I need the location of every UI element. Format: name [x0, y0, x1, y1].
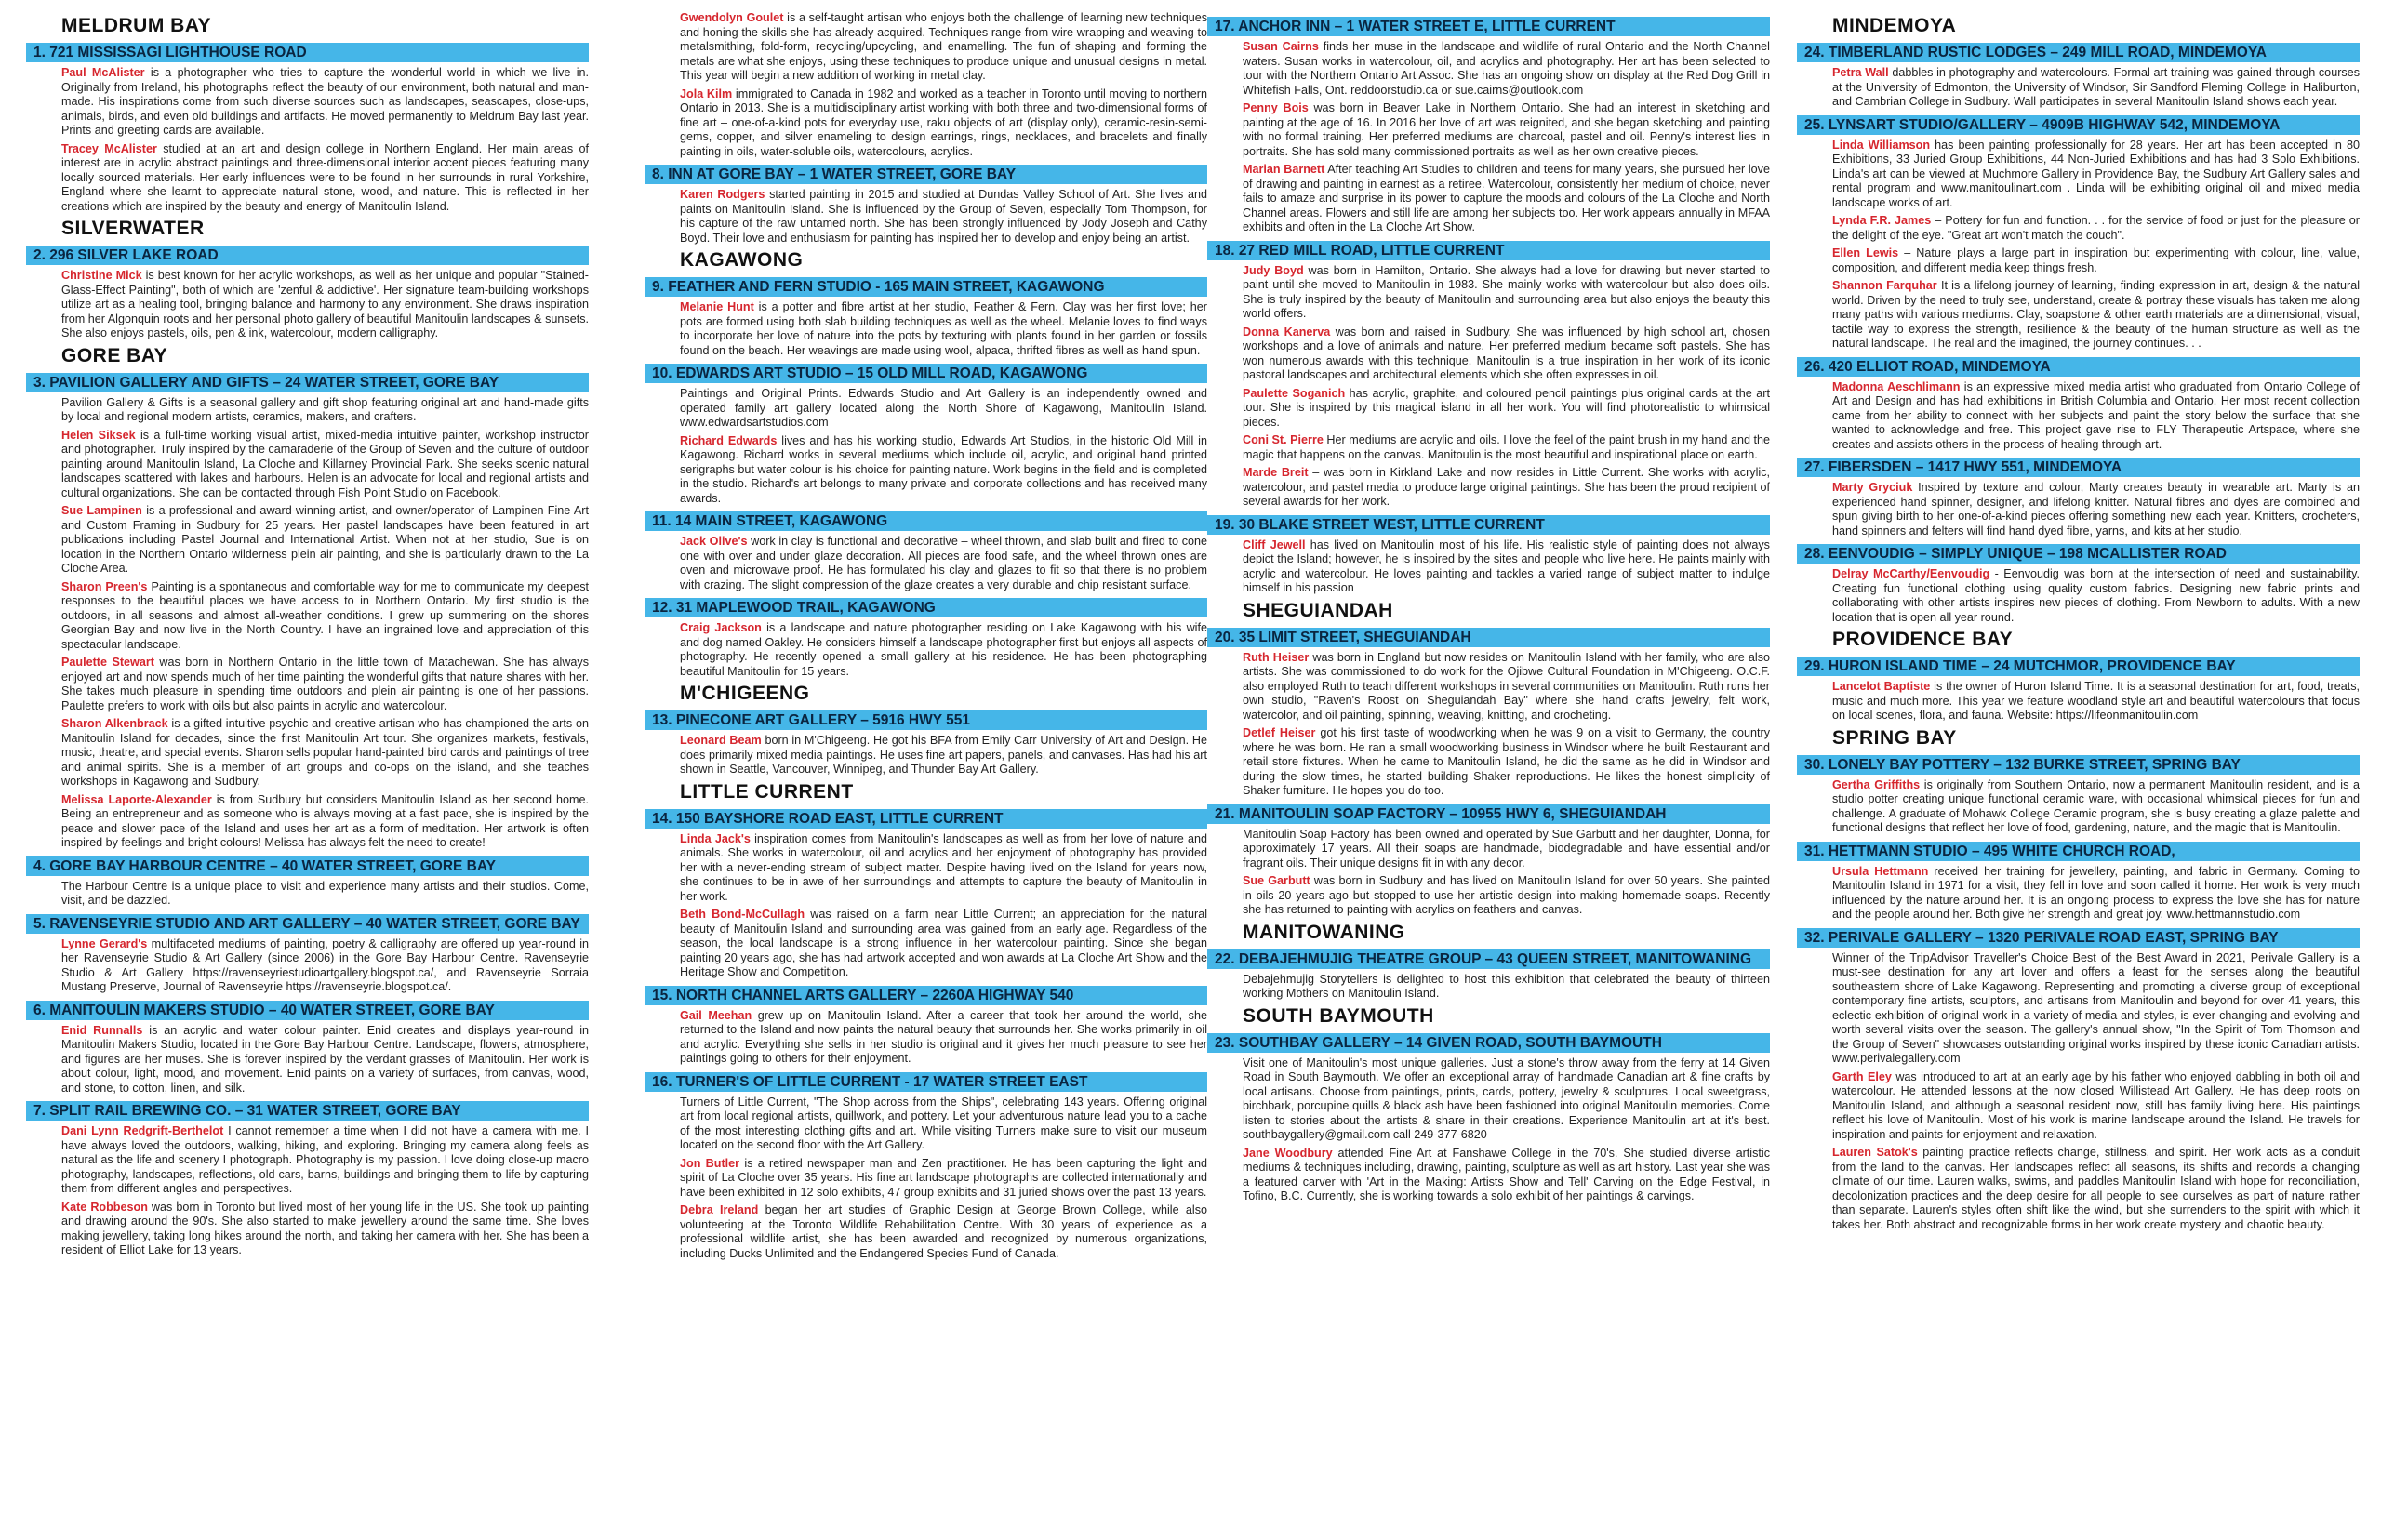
artist-bio: finds her muse in the landscape and wildlife of rural Ontario and the North Channel waters. Susan works in watercolour, oil, and acrylics and photography. Her art has been selected to tour with the Northern Ontario Art Assoc. She has an ongoing show on display at the Red Dog Grill in Whitefish Falls, Ont. reddoorstudio.ca or sue.cairns@outlook.com — [1243, 40, 1770, 97]
region-heading: PROVIDENCE BAY — [1832, 629, 2014, 650]
artist-bio: is a landscape and nature photographer residing on Lake Kagawong with his wife and dog named Oakley. He considers himself a landscape photographer first but enjoys all aspects of photography. He recently opened a small gallery at his residence. He has been photographing beautiful Manitoulin for 15 years. — [680, 621, 1207, 678]
artist-entry — [1243, 874, 1770, 918]
artist-entry — [680, 621, 1207, 679]
artist-name: Paulette Soganich — [1243, 386, 1346, 400]
artist-entry — [680, 1009, 1207, 1067]
artist-bio: began her art studies of Graphic Design at George Brown College, while also volunteering at the Toronto Wildlife Rehabilitation Centre. With 30 years of experience as a professional wildlife artist, she has been awarded and recognized by numerous organizations, including Ducks Unlimited and the Endangered Species Fund of Canada. — [680, 1203, 1207, 1260]
artist-name: Sharon Preen's — [61, 579, 148, 593]
location-header: 9. FEATHER AND FERN STUDIO - 165 MAIN STREET, KAGAWONG — [645, 277, 1207, 297]
artist-bio: is best known for her acrylic workshops, as well as her unique and popular "Stained-Glass-Effect Painting", both of which are 'zenful & addictive'. Her signature team-building workshops utilize art as a healing tool, bringing balance and harmony to any environment. She draws inspiration from her Algonquin roots and her personal photo gallery of beautiful Manitoulin landscapes & sunsets. She also enjoys pastels, oils, pen & ink, watercolour, modern calligraphy. — [61, 269, 589, 339]
directory-column-3 — [1207, 11, 1770, 1208]
artist-name: Petra Wall — [1832, 66, 1889, 79]
artist-name: Detlef Heiser — [1243, 726, 1316, 739]
artist-entry — [1243, 466, 1770, 510]
location-header: 26. 420 ELLIOT ROAD, MINDEMOYA — [1797, 357, 2360, 377]
artist-entry — [1832, 214, 2360, 243]
artist-bio: immigrated to Canada in 1982 and worked as a teacher in Toronto until moving to northern Ontario in 2013. She is a multidisciplinary artist working with both three and two-dimensional forms of fine art – one-of-a-kind pots for everyday use, raku objects of art (display only), ceramic-resin-semi-gems, copper, and silver enameling to design earrings, rings, necklaces, and bracelets and finally painting in oils, water-soluble oils, watercolours, acrylics. — [680, 86, 1207, 158]
artist-entry — [61, 717, 589, 790]
location-header: 3. PAVILION GALLERY AND GIFTS – 24 WATER STREET, GORE BAY — [26, 373, 589, 392]
artist-name: Lancelot Baptiste — [1832, 680, 1931, 693]
artist-bio: was born in Sudbury and has lived on Manitoulin Island for over 50 years. She painted in oils 20 years ago but stopped to use her artistic design into making homemade soaps. Recently she has returned to painting with acrylics on feathers and canvas. — [1243, 874, 1770, 916]
artist-name: Ellen Lewis — [1832, 246, 1899, 259]
artist-name: Sharon Alkenbrack — [61, 717, 168, 730]
artist-name: Susan Cairns — [1243, 40, 1319, 53]
artist-entry — [61, 1024, 589, 1096]
directory-column-4 — [1797, 11, 2360, 1236]
location-header: 21. MANITOULIN SOAP FACTORY – 10955 HWY 6, SHEGUIANDAH — [1207, 804, 1770, 824]
artist-name: Sue Garbutt — [1243, 874, 1310, 887]
artist-name: Gertha Griffiths — [1832, 777, 1921, 791]
artist-name: Gail Meehan — [680, 1008, 752, 1022]
artist-bio: – Pottery for fun and function. . . for the service of food or just for the pleasure or the delight of the eye. "Great art won't match the couch". — [1832, 214, 2360, 242]
artist-entry — [1832, 380, 2360, 453]
artist-bio: Winner of the TripAdvisor Traveller's Choice Best of the Best Award in 2021, Perivale Gallery is a must-see destination for any art lover and offers a feast for the senses along the beautiful southeastern shore of Lake Kagawong. Representing and promoting a diverse group of exceptional contemporary fine artists, sculptors, and artisans from Manitoulin and beyond for over 41 years, this eclectic exhibition of original work in a variety of media and styles, is ever-changing and evolving and worth several visits over the season. The gallery's annual show, "In the Spirit of Tom Thomson and the Group of Seven" showcases outstanding original works inspired by these iconic Canadian artists. www.perivalegallery.com — [1832, 950, 2360, 1065]
artist-bio: is a potter and fibre artist at her studio, Feather & Fern. Clay was her first love; her pots are formed using both slab building techniques as well as the wheel. Melanie loves to find ways to incorporate her love of nature into the pots by texturing with plants found in her garden or fossils found on the beach. Her weavings are made using wool, alpaca, thrifted fibres as well as hand spun. — [680, 300, 1207, 357]
artist-bio: Inspired by texture and colour, Marty creates beauty in wearable art. Marty is an experienced hand spinner, designer, and lifelong knitter. Natural fibres and dyes are combined and spun giving birth to her one-of-a-kind pieces offering something new each year. Knitters, crocheters, hand spinners and felters will find hand dyed fibre, yarns, and kits at her studio. — [1832, 481, 2360, 538]
artist-name: Jane Woodbury — [1243, 1146, 1333, 1160]
artist-bio: was born in Toronto but lived most of her young life in the US. She took up painting and drawing around the 90's. She also started to make jewellery around the same time. She loves making jewellery, taking long hikes around the north, and taking her camera with her. She has been a resident of Elliot Lake for 13 years. — [61, 1200, 589, 1256]
artist-entry — [1832, 246, 2360, 275]
artist-bio: grew up on Manitoulin Island. After a career that took her around the world, she returned to the Island and now paints the natural beauty that surrounds her. She works primarily in oil and acrylic. Everything she sells in her studio is original and it gives her much pleasure to see her paintings going to others for their enjoyment. — [680, 1008, 1207, 1065]
region-heading: KAGAWONG — [680, 249, 804, 271]
artist-entry — [680, 535, 1207, 592]
artist-entry — [1832, 66, 2360, 110]
artist-bio: multifaceted mediums of painting, poetry & calligraphy are offered up year-round in her Ravenseyrie Studio & Art Gallery (since 2006) in the Gore Bay Harbour Centre. Ravenseyrie Studio & Art Gallery https://ravenseyriestudioartgallery.blogspot.ca/, and Ravenseyrie Sorraia Mustang Preserve, Journal of Ravenseyrie https://ravenseyrie.blogspot.ca/. — [61, 936, 589, 993]
artist-bio: The Harbour Centre is a unique place to visit and experience many artists and their studios. Come, visit, and be dazzled. — [61, 879, 589, 907]
artist-bio: was introduced to art at an early age by his father who enjoyed dabbling in both oil and watercolour. He attended lessons at the now closed Willistead Art Gallery. He has deep roots on Manitoulin Island, and although a seasonal resident now, still has family living here. His paintings reflect his love of Manitoulin. Most of his work is marine landscape around the Island. He travels for inspiration and paints for enjoyment and relaxation. — [1832, 1069, 2361, 1141]
artist-name: Ursula Hettmann — [1832, 864, 1929, 878]
artist-entry — [1243, 163, 1770, 235]
artist-entry — [61, 504, 589, 577]
artist-entry — [61, 1124, 589, 1197]
artist-bio: Painting is a spontaneous and comfortable way for me to communicate my deepest responses to the beautiful places we have access to in Northern Ontario. My first studio is the outdoors, in all seasons and almost all-weather conditions. I grew up summering on the shores Georgian Bay and now live in the North Country. I have an ingrained love and appreciation of this spectacular landscape. — [61, 579, 589, 651]
artist-bio: is a full-time working visual artist, mixed-media intuitive painter, workshop instructor and photographer. Truly inspired by the camaraderie of the Group of Seven and the culture of outdoor painting around Manitoulin Island, La Cloche and Killarney Provincial Park. She seeks scenic natural landscapes scattered with lakes and harbours. Helen is an advocate for local and regional artists and cultural organizations. She can be contacted through Fish Point Studio on Facebook. — [61, 428, 590, 499]
artist-bio: is a gifted intuitive psychic and creative artisan who has championed the arts on Manitoulin Island for decades, since the first Manitoulin Art tour. She organizes markets, festivals, music, theatre, and special events. Sharon sells popular hand-painted bird cards and paintings of tree and animal spirits. She is a member of art groups and co-ops on the island, and she teaches workshops in Kagawong and Sudbury. — [61, 717, 589, 788]
artist-bio: received her training for jewellery, painting, and fabric in Germany. Coming to Manitoulin Island in 1971 for a visit, they fell in love and soon called it home. Her work is very much influenced by the nature around her. It is an ongoing process to express the love she has for nature and the people around her. Both give her strength and great joy. www.hettmannstudio.com — [1832, 864, 2360, 921]
location-header: 23. SOUTHBAY GALLERY – 14 GIVEN ROAD, SOUTH BAYMOUTH — [1207, 1033, 1770, 1053]
location-header: 6. MANITOULIN MAKERS STUDIO – 40 WATER STREET, GORE BAY — [26, 1001, 589, 1020]
artist-name: Karen Rodgers — [680, 188, 765, 201]
region-heading: MINDEMOYA — [1832, 15, 1957, 36]
artist-name: Helen Siksek — [61, 428, 136, 442]
artist-entry — [680, 1157, 1207, 1201]
artist-name: Linda Jack's — [680, 831, 751, 845]
artist-bio: I cannot remember a time when I did not have a camera with me. I have always loved the outdoors, walking, hiking, and exploring. Bringing my camera along feels as natural as the life and scenery I photograph. Photography is my passion. I love doing close-up macro photography, landscapes, reflections, old cars, barns, buildings and bringing them to life by capturing them from different angles and perspectives. — [61, 1124, 589, 1195]
artist-bio: dabbles in photography and watercolours. Formal art training was gained through courses at the University of Edmonton, the University of Windsor, Sir Sandford Fleming College in Haliburton, and Cambrian College in Sudbury. Wall participates in several Manitoulin Island shows each year. — [1832, 66, 2360, 108]
artist-name: Marian Barnett — [1243, 163, 1325, 176]
artist-entry — [1243, 726, 1770, 799]
location-header: 30. LONELY BAY POTTERY – 132 BURKE STREET, SPRING BAY — [1797, 755, 2360, 775]
location-header: 8. INN AT GORE BAY – 1 WATER STREET, GORE BAY — [645, 165, 1207, 184]
location-header: 18. 27 RED MILL ROAD, LITTLE CURRENT — [1207, 241, 1770, 260]
artist-entry — [1243, 433, 1770, 462]
artist-name: Shannon Farquhar — [1832, 279, 1937, 292]
location-header: 25. LYNSART STUDIO/GALLERY – 4909B HIGHWAY 542, MINDEMOYA — [1797, 115, 2360, 135]
artist-entry — [61, 1201, 589, 1258]
artist-entry — [1832, 778, 2360, 836]
location-header: 16. TURNER'S OF LITTLE CURRENT - 17 WATER STREET EAST — [645, 1072, 1207, 1092]
artist-bio: is a professional and award-winning artist, and owner/operator of Lampinen Fine Art and Custom Framing in Sudbury for 25 years. Her pastel landscapes have been featured in art publications including Pastel Journal and International Artist. When not at her studio, Sue is on location in the Northern Ontario wilderness plein air painting, and she is particularly drawn to the La Cloche Area. — [61, 504, 589, 575]
artist-entry — [61, 66, 589, 139]
artist-entry — [1243, 651, 1770, 724]
location-header: 29. HURON ISLAND TIME – 24 MUTCHMOR, PROVIDENCE BAY — [1797, 657, 2360, 676]
artist-bio: was born in Northern Ontario in the little town of Matachewan. She has always enjoyed art and now spends much of her time painting the wonderful gifts that nature shares with her. She takes much pleasure in spending time outdoors and plein air painting is one of her passions. Paulette prefers to work with oils but also paints in acrylic and watercolour. — [61, 656, 590, 712]
artist-bio: After teaching Art Studies to children and teens for many years, she pursued her love of drawing and painting in earnest as a retiree. Watercolour, consistently her medium of choice, never fails to amaze and surprise in its power to capture the moods and colours of the La Cloche and North Channel areas. Flowers and still life are among her subjects too. Her work appears annually in MFAA exhibits and often in the La Cloche Art Show. — [1243, 163, 1770, 233]
artist-entry — [61, 793, 589, 851]
artist-name: Donna Kanerva — [1243, 325, 1331, 339]
location-header: 11. 14 MAIN STREET, KAGAWONG — [645, 511, 1207, 531]
artist-entry — [1243, 828, 1770, 871]
artist-entry — [680, 300, 1207, 358]
artist-entry — [1243, 387, 1770, 431]
region-heading: MELDRUM BAY — [61, 15, 212, 36]
artist-name: Delray McCarthy/Eenvoudig — [1832, 567, 1990, 580]
location-header: 13. PINECONE ART GALLERY – 5916 HWY 551 — [645, 710, 1207, 730]
artist-entry — [1243, 264, 1770, 322]
artist-name: Sue Lampinen — [61, 504, 142, 517]
location-header: 2. 296 SILVER LAKE ROAD — [26, 246, 589, 265]
location-header: 22. DEBAJEHMUJIG THEATRE GROUP – 43 QUEEN STREET, MANITOWANING — [1207, 949, 1770, 969]
artist-entry — [1243, 1147, 1770, 1204]
location-header: 15. NORTH CHANNEL ARTS GALLERY – 2260A HIGHWAY 540 — [645, 986, 1207, 1005]
artist-bio: got his first taste of woodworking when he was 9 on a visit to Germany, the country where he was born. He ran a small woodworking business in Windsor where he built Restaurant and retail store fixtures. When he came to Manitoulin Island, he did the same as he did in Windsor and during the slow times, he started building Shaker reproductions. He likes the honest simplicity of Shaker furniture. He hopes you do too. — [1243, 726, 1771, 797]
region-heading: LITTLE CURRENT — [680, 780, 854, 803]
artist-entry — [680, 832, 1207, 905]
artist-name: Enid Runnalls — [61, 1023, 143, 1037]
artist-name: Jack Olive's — [680, 535, 748, 548]
artist-name: Tracey McAlister — [61, 141, 157, 155]
artist-name: Gwendolyn Goulet — [680, 11, 784, 24]
location-header: 17. ANCHOR INN – 1 WATER STREET E, LITTLE CURRENT — [1207, 17, 1770, 36]
artist-entry — [1832, 139, 2360, 211]
artist-bio: studied at an art and design college in Northern England. Her main areas of interest are in acrylic abstract paintings and three-dimensional interior accent pieces featuring many locally sourced materials. Her early influences were to be found in her surrounds in rural Yorkshire, England where she learnt to appreciate natural stone, wood, and nature. This is reflected in her creations which are inspired by the beauty and energy of Manitoulin Island. — [61, 141, 589, 213]
artist-bio: was raised on a farm near Little Current; an appreciation for the natural beauty of Manitoulin Island and surrounding area was gained from an early age. Regardless of the season, the local landscape is a strong influence in her watercolour painting. Since she began painting 20 years ago, she has had artwork accepted and won awards at La Cloche Art Show and the Heritage Show and Competition. — [680, 908, 1207, 978]
region-heading: GORE BAY — [61, 344, 168, 366]
region-heading: SPRING BAY — [1832, 726, 1957, 749]
artist-name: Lauren Satok's — [1832, 1146, 1918, 1159]
artist-entry — [61, 142, 589, 215]
artist-bio: - Eenvoudig was born at the intersection of need and sustainability. Creating fun functional clothing using quality custom fabrics. Designing new fabric prints and collaborating with other artists inspires new pieces of clothing. From Newborn to adults. With a new location that is open all year round. — [1832, 567, 2360, 624]
artist-bio: Visit one of Manitoulin's most unique galleries. Just a stone's throw away from the ferry at 14 Given Road in South Baymouth. We offer an exceptional array of handmade Canadian art & fine crafts by local artisans. Choose from paintings, prints, cards, pottery, jewelry & sculptures. Local sweetgrass, birchbark, porcupine quills & black ash have been fashioned into original Manitoulin memories. Come listen to stories about the artists & share in their creations. Experience Manitoulin art at it's best. southbaygallery@gmail.com call 249-377-6820 — [1243, 1055, 1770, 1141]
location-header: 7. SPLIT RAIL BREWING CO. – 31 WATER STREET, GORE BAY — [26, 1101, 589, 1121]
artist-bio: Pavilion Gallery & Gifts is a seasonal gallery and gift shop featuring original art and hand-made gifts by local and regional modern artists, ceramics, makers, and crafters. — [61, 395, 589, 423]
location-header: 27. FIBERSDEN – 1417 HWY 551, MINDEMOYA — [1797, 458, 2360, 477]
location-header: 28. EENVOUDIG – SIMPLY UNIQUE – 198 MCALLISTER ROAD — [1797, 544, 2360, 564]
artist-entry — [680, 1203, 1207, 1261]
artist-bio: is from Sudbury but considers Manitoulin Island as her second home. Being an entrepreneur and as someone who is always moving at a fast pace, she is inspired by the peace and slower pace of the Island and uses her art as a form of meditation. Her artwork is often inspired by feelings and bright colours! Melissa has always felt the need to create! — [61, 792, 589, 849]
artist-bio: has been painting professionally for 28 years. Her art has been accepted in 80 Exhibitions, 33 Juried Group Exhibitions, 44 Non-Juried Exhibitions and has had 3 Solo Exhibitions. Linda's art can be viewed at Muchmore Gallery in Providence Bay, the Sudbury Art Gallery sales and rental program and www.manitoulinart.com . Linda will be exhibiting original oil and mixed media landscape works of art. — [1832, 138, 2361, 209]
artist-entry — [1243, 40, 1770, 98]
artist-bio: It is a lifelong journey of learning, finding expression in art, design & the natural world. Driven by the need to truly see, understand, create & portray these visuals has taken me along many paths with various mediums. Clay, soapstone & other earth materials are a dimensional, visual, tactile way to express the strength, resilience & the beauty of the human structure as well as the natural landscape. The real and the imagined, the journey continues. . . — [1832, 279, 2360, 350]
artist-bio: is the owner of Huron Island Time. It is a seasonal destination for art, food, treats, music and much more. This year we feature woodland style art and beautiful watercolours that focus on local scenes, flora, and fauna. Website: https://lifeonmanitoulin.com — [1832, 680, 2361, 722]
artist-entry — [680, 87, 1207, 160]
artist-bio: was born in England but now resides on Manitoulin Island with her family, who are also artists. She was commissioned to do work for the Ojibwe Cultural Foundation in M'Chigeeng. O.C.F. also employed Ruth to teach different workshops in several communities on Manitoulin. Ruth runs her own studio, "Raven's Roost on Sheguiandah Bay" where she hand crafts jewelry, felt work, watercolor, and oil painting, spinning, weaving, knitting, and crocheting. — [1243, 650, 1770, 722]
artist-entry — [1832, 481, 2360, 538]
artist-bio: attended Fine Art at Fanshawe College in the 70's. She studied diverse artistic mediums & techniques including, drawing, painting, sculpture as well as art history. Last year she was a featured carver with 'Art in the Making: Artists Show and Tell' Carving on the Edge Festival, in Tofino, B.C. Currently, she is working towards a solo exhibit of her paintings & carvings. — [1243, 1146, 1770, 1202]
artist-name: Lynda F.R. James — [1832, 214, 1932, 227]
artist-bio: painting practice reflects change, stillness, and spirit. Her work acts as a conduit from the land to the canvas. Her landscapes reflect all seasons, its shifts and records a changing climate of our time. Lauren walks, swims, and paddles Manitoulin Island with hope for reconciliation, decolonization practices and the deep desire for all people to see ourselves as part of nature rather than separate. Lauren's styles often shift like the wind, but she surrenders to the spirit with which it takes her. Both abstract and recognizable forms in her work create mystery and chaotic beauty. — [1832, 1146, 2361, 1231]
artist-name: Madonna Aeschlimann — [1832, 379, 1961, 393]
region-heading: MANITOWANING — [1243, 921, 1405, 943]
location-header: 12. 31 MAPLEWOOD TRAIL, KAGAWONG — [645, 598, 1207, 617]
artist-bio: is an expressive mixed media artist who graduated from Ontario College of Art and Design and has had exhibitions in British Columbia and Ontario. Her most recent collection came from her ability to connect with her subjects and paint the story below the surface that she wanted to acknowledge and free. This project gave rise to FLY Therapeutic Artspace, where she creates and assists others in the process of healing through art. — [1832, 379, 2360, 451]
artist-name: Paul McAlister — [61, 66, 145, 79]
artist-name: Ruth Heiser — [1243, 650, 1310, 664]
artist-entry — [680, 188, 1207, 246]
artist-bio: – Nature plays a large part in inspiration but experimenting with colour, line, value, composition, and different media keep things fresh. — [1832, 246, 2360, 274]
artist-entry — [1243, 325, 1770, 383]
artist-bio: Turners of Little Current, "The Shop across from the Ships", celebrating 143 years. Offering original art from local regional artists, quillwork, and pottery. Let your adventurous nature lead you to a cache of the most interesting clothing gifts and art. While visiting Turners make sure to visit our museum located on the second floor with the Art Gallery. — [680, 1095, 1207, 1151]
artist-bio: Debajehmujig Storytellers is delighted to host this exhibition that celebrated the beauty of thirteen working Mothers on Manitoulin Island. — [1243, 972, 1770, 1000]
artist-bio: – was born in Kirkland Lake and now resides in Little Current. She works with acrylic, watercolour, and pastel media to produce large original paintings. She has been the proud recipient of several awards for her work. — [1243, 466, 1770, 508]
location-header: 31. HETTMANN STUDIO – 495 WHITE CHURCH ROAD, — [1797, 842, 2360, 861]
artist-entry — [1243, 1056, 1770, 1143]
artist-name: Jon Butler — [680, 1156, 740, 1170]
artist-name: Marty Gryciuk — [1832, 481, 1913, 494]
artist-bio: is a retired newspaper man and Zen practitioner. He has been capturing the light and spirit of La Cloche over 35 years. His fine art landscape photographs are collected internationally and have been exhibited in 12 solo exhibits, 47 group exhibits and 31 juried shows over the past 13 years. — [680, 1156, 1207, 1199]
location-header: 5. RAVENSEYRIE STUDIO AND ART GALLERY – 40 WATER STREET, GORE BAY — [26, 914, 589, 934]
artist-name: Penny Bois — [1243, 101, 1309, 114]
artist-entry — [1832, 680, 2360, 724]
artist-bio: was born and raised in Sudbury. She was influenced by high school art, chosen workshops and a love of animals and nature. Her preferred medium became soft pastels. She has won numerous awards with this technique. Manitoulin is a true inspiration in her work of its iconic pastoral landscapes and architectural elements which she often expresses in oil. — [1243, 325, 1770, 381]
artist-bio: was born in Hamilton, Ontario. She always had a love for drawing but never started to paint until she moved to Manitoulin in 1983. She mainly works with watercolour but also does oils. She is truly inspired by the beauty of Manitoulin and surrounding area but also enjoys the beauty this world offers. — [1243, 263, 1770, 320]
artist-entry — [1243, 973, 1770, 1002]
artist-name: Richard Edwards — [680, 433, 778, 447]
location-header: 1. 721 MISSISSAGI LIGHTHOUSE ROAD — [26, 43, 589, 62]
artist-name: Leonard Beam — [680, 734, 762, 747]
artist-name: Garth Eley — [1832, 1069, 1892, 1083]
artist-entry — [61, 269, 589, 341]
artist-bio: has acrylic, graphite, and coloured pencil paintings plus original cards at the art tour. She is inspired by this magical island in all her work. You will find photorealistic to whimsical pieces. — [1243, 386, 1770, 429]
artist-bio: Manitoulin Soap Factory has been owned and operated by Sue Garbutt and her daughter, Donna, for approximately 17 years. All their soaps are handmade, biodegradable and have essential and/or fragrant oils. Their unique designs fit in with any decor. — [1243, 827, 1770, 870]
location-header: 32. PERIVALE GALLERY – 1320 PERIVALE ROAD EAST, SPRING BAY — [1797, 928, 2360, 948]
artist-name: Paulette Stewart — [61, 656, 154, 669]
artist-entry — [680, 908, 1207, 980]
artist-name: Lynne Gerard's — [61, 936, 148, 950]
region-heading: M'CHIGEENG — [680, 683, 810, 704]
region-heading: SOUTH BAYMOUTH — [1243, 1004, 1434, 1027]
location-header: 19. 30 BLAKE STREET WEST, LITTLE CURRENT — [1207, 515, 1770, 535]
artist-bio: inspiration comes from Manitoulin's landscapes as well as from her love of nature and animals. She works in watercolour, oil and acrylics and her enjoyment of photography has provided her with a never-ending stream of subject matter. Despite having lived on the Island for years now, she continues to be in awe of her surroundings and attempts to capture the beauty of Manitoulin in her work. — [680, 831, 1207, 903]
artist-entry — [680, 734, 1207, 777]
artist-entry — [1832, 279, 2360, 352]
artist-name: Melanie Hunt — [680, 300, 754, 313]
artist-entry — [1243, 101, 1770, 159]
artist-name: Kate Robbeson — [61, 1200, 148, 1214]
artist-bio: work in clay is functional and decorative – wheel thrown, and slab built and fired to cone one with over and under glaze decoration. All pieces are food safe, and the wheel thrown ones are oven and microwave proof. He has formulated his clay and glazes to fit so that there is no problem with crazing. The slight compression of the glaze creates a very durable and chip resistant surface. — [680, 535, 1207, 591]
region-heading: SHEGUIANDAH — [1243, 599, 1393, 621]
directory-column-1 — [26, 11, 589, 1262]
artist-name: Coni St. Pierre — [1243, 433, 1324, 446]
artist-bio: is originally from Southern Ontario, now a permanent Manitoulin resident, and is a studio potter creating unique functional ceramic ware, with occasional whimsical pieces for fun and challenge. A graduate of Mohawk College Ceramic program, she is busy creating a glaze palette and functional designs that reflect her love of food, gardening, nature, and the magic that is Manitoulin. — [1832, 777, 2360, 834]
artist-entry — [680, 434, 1207, 507]
artist-entry — [680, 11, 1207, 84]
artist-name: Christine Mick — [61, 269, 142, 282]
location-header: 14. 150 BAYSHORE ROAD EAST, LITTLE CURRENT — [645, 809, 1207, 829]
artist-bio: born in M'Chigeeng. He got his BFA from Emily Carr University of Art and Design. He does primarily mixed media paintings. He uses fine art papers, panels, and canvases. Has had his art shown in Seattle, Vancouver, Winnipeg, and Thunder Bay Art Gallery. — [680, 734, 1207, 776]
artist-entry — [61, 429, 589, 501]
artist-name: Judy Boyd — [1243, 263, 1304, 277]
artist-name: Debra Ireland — [680, 1203, 759, 1216]
artist-name: Marde Breit — [1243, 466, 1309, 479]
artist-name: Beth Bond-McCullagh — [680, 908, 805, 921]
artist-bio: was born in Beaver Lake in Northern Ontario. She had an interest in sketching and painting at the age of 16. In 2016 her love of art was reignited, and she began sketching and painting with no formal training. Her preferred mediums are charcoal, pastel and oil. Penny's interest lies in portraits. She has sold many commissioned portraits as well as her own creative pieces. — [1243, 101, 1770, 158]
location-header: 20. 35 LIMIT STREET, SHEGUIANDAH — [1207, 628, 1770, 647]
artist-entry — [1832, 951, 2360, 1067]
artist-name: Cliff Jewell — [1243, 538, 1306, 551]
artist-bio: lives and has his working studio, Edwards Art Studios, in the historic Old Mill in Kagawong. Richard works in several mediums which include oil, acrylic, and original hand printed serigraphs but water colour is his choice for painting nature. Work begins in the field and is completed in the studio. Richard's art belongs to many private and corporate collections and has received many awards. — [680, 433, 1207, 505]
artist-entry — [680, 1095, 1207, 1153]
artist-entry — [61, 656, 589, 713]
location-header: 4. GORE BAY HARBOUR CENTRE – 40 WATER STREET, GORE BAY — [26, 856, 589, 876]
artist-entry — [61, 937, 589, 995]
artist-name: Jola Kilm — [680, 86, 733, 100]
artist-name: Melissa Laporte-Alexander — [61, 792, 212, 806]
artist-entry — [61, 580, 589, 653]
artist-entry — [1832, 567, 2360, 625]
artist-bio: Her mediums are acrylic and oils. I love the feel of the paint brush in my hand and the magic that happens on the canvas. Manitoulin is the most beautiful and inspirational place on earth. — [1243, 433, 1771, 461]
artist-entry — [680, 387, 1207, 431]
artist-name: Craig Jackson — [680, 621, 762, 634]
artist-bio: is a self-taught artisan who enjoys both the challenge of learning new techniques and honing the skills she has already acquired. Techniques range from wire wrapping and weaving to metalsmithing, fold-form, recycling/upcycling, and enamelling. The fun of shaping and forming the metals are what she enjoys, using these techniques to produce unique and unusual designs in metal. This year will begin a new addition of working in metal clay. — [680, 11, 1207, 82]
artist-entry — [1832, 865, 2360, 923]
location-header: 24. TIMBERLAND RUSTIC LODGES – 249 MILL ROAD, MINDEMOYA — [1797, 43, 2360, 62]
artist-entry — [1832, 1146, 2360, 1232]
artist-entry — [61, 396, 589, 425]
artist-bio: is a photographer who tries to capture the wonderful world in which we live in. Originally from Ireland, his photographs reflect the beauty of our environment, both natural and man-made. His inspirations come from such diverse sources such as landscapes, seascapes, close-ups, animals, birds, and even old buildings and artifacts. He moved permanently to Meldrum Bay last year. Prints and greeting cards are available. — [61, 66, 589, 137]
artist-entry — [61, 880, 589, 909]
location-header: 10. EDWARDS ART STUDIO – 15 OLD MILL ROAD, KAGAWONG — [645, 364, 1207, 383]
region-heading: SILVERWATER — [61, 218, 205, 239]
artist-bio: started painting in 2015 and studied at Dundas Valley School of Art. She lives and paints on Manitoulin Island. She is influenced by the Group of Seven, especially Tom Thompson, for his capture of the raw untamed north. She has been strongly influenced by Jody Joseph and Cathy Boyd. Their love and enthusiasm for painting has inspired her to develop and enjoy being an artist. — [680, 188, 1208, 245]
artist-name: Linda Williamson — [1832, 138, 1931, 152]
artist-bio: Paintings and Original Prints. Edwards Studio and Art Gallery is an independently owned and operated family art gallery located along the North Shore of Kagawong, Manitoulin Island. www.edwardsartstudios.com — [680, 387, 1207, 429]
artist-bio: has lived on Manitoulin most of his life. His realistic style of painting does not always depict the Island; however, he is inspired by the sites and people who live here. He paints mainly with acrylic and watercolour. He loves painting and tackles a varied range of subject matter to indulge himself in his passion — [1243, 538, 1770, 594]
artist-name: Dani Lynn Redgrift-Berthelot — [61, 1124, 224, 1137]
artist-bio: is an acrylic and water colour painter. Enid creates and displays year-round in Manitoulin Makers Studio, located in the Gore Bay Harbour Centre. Landscape, flowers, atmosphere, and figures are her muses. She is forever inspired by the verdant grasses of Manitoulin. Her work is about colour, light, mood, and movement. Enid paints on a variety of surfaces, from canvas, wood, and stone, to cotton, linen, and silk. — [61, 1023, 589, 1095]
artist-entry — [1243, 538, 1770, 596]
directory-column-2 — [645, 11, 1207, 1265]
artist-entry — [1832, 1070, 2360, 1143]
